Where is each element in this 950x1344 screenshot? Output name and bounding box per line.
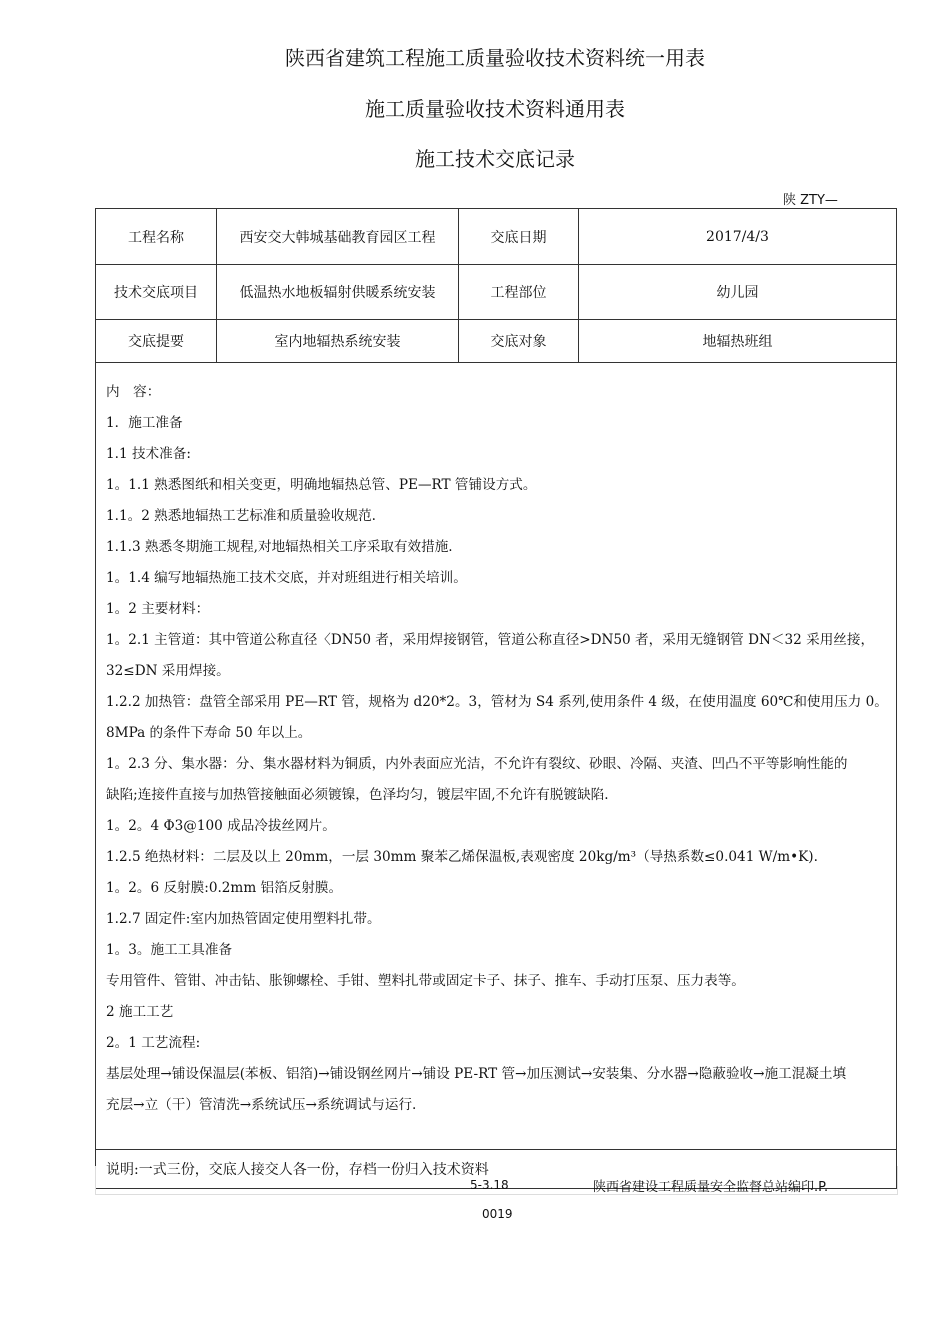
content-line: 1.2.5 绝热材料：二层及以上 20mm，一层 30mm 聚苯乙烯保温板,表观密度 20kg/m³（导热系数≤0.041 W/m•K).	[106, 849, 818, 865]
content-line: 1.1 技术准备:	[106, 446, 191, 462]
content-line: 充层→立（干）管清洗→系统试压→系统调试与运行.	[106, 1097, 417, 1113]
target-value: 地辐热班组	[579, 320, 897, 363]
content-line: 1.2.2 加热管：盘管全部采用 PE—RT 管，规格为 d20*2。3，管材为 S4 系列,使用条件 4 级，在使用温度 60℃和使用压力 0。	[106, 694, 888, 710]
note-cell: 说明:一式三份，交底人接交人各一份，存档一份归入技术资料	[96, 1150, 897, 1189]
item-label: 技术交底项目	[96, 265, 217, 320]
form-code: 陕 ZTY—	[783, 193, 838, 208]
table-row	[96, 320, 897, 363]
content-line: 1。1.4 编写地辐热施工技术交底，并对班组进行相关培训。	[106, 570, 467, 586]
table-row	[96, 209, 897, 265]
part-value: 幼儿园	[579, 265, 897, 320]
document-title: 陕西省建筑工程施工质量验收技术资料统一用表	[285, 46, 705, 70]
content-line: 1。3。施工工具准备	[106, 942, 233, 958]
content-line: 1.1.3 熟悉冬期施工规程,对地辐热相关工序采取有效措施.	[106, 539, 453, 555]
form-title: 施工技术交底记录	[415, 147, 575, 171]
page-number: 0019	[482, 1207, 513, 1221]
content-line: 1。2.1 主管道：其中管道公称直径〈DN50 者，采用焊接钢管，管道公称直径>DN50 者，采用无缝钢管 DN＜32 采用丝接，	[106, 632, 875, 648]
content-line: 1。1.1 熟悉图纸和相关变更，明确地辐热总管、PE—RT 管铺设方式。	[106, 477, 537, 493]
content-line: 1．施工准备	[106, 415, 183, 431]
content-line: 1.2.7 固定件:室内加热管固定使用塑料扎带。	[106, 911, 381, 927]
record-table	[95, 208, 897, 1189]
summary-value: 室内地辐热系统安装	[217, 320, 459, 363]
content-line: 8MPa 的条件下寿命 50 年以上。	[106, 725, 312, 741]
content-line: 内 容：	[106, 384, 161, 400]
footer-publisher: 陕西省建设工程质量安全监督总站编印.P.	[593, 1180, 829, 1195]
table-row	[96, 363, 897, 1150]
content-line: 2 施工工艺	[106, 1004, 174, 1020]
part-label: 工程部位	[459, 265, 579, 320]
content-line: 1。2.3 分、集水器：分、集水器材料为铜质，内外表面应光洁，不允许有裂纹、砂眼、冷隔、夹渣、凹凸不平等影响性能的	[106, 756, 848, 772]
date-label: 交底日期	[459, 209, 579, 265]
table-row	[96, 265, 897, 320]
item-value: 低温热水地板辐射供暖系统安装	[217, 265, 459, 320]
content-line: 缺陷;连接件直接与加热管接触面必须镀镍，色泽均匀，镀层牢固,不允许有脱镀缺陷.	[106, 787, 609, 803]
document-subtitle: 施工质量验收技术资料通用表	[365, 97, 625, 121]
project-name-label: 工程名称	[96, 209, 217, 265]
content-cell	[96, 363, 897, 1150]
content-line: 2。1 工艺流程:	[106, 1035, 201, 1051]
content-line: 32≤DN 采用焊接。	[106, 663, 230, 679]
summary-label: 交底提要	[96, 320, 217, 363]
content-line: 1.1。2 熟悉地辐热工艺标准和质量验收规范.	[106, 508, 377, 524]
content-line: 专用管件、管钳、冲击钻、胀铆螺栓、手钳、塑料扎带或固定卡子、抹子、推车、手动打压泵、压力表等。	[106, 973, 745, 989]
content-line: 1。2。6 反射膜:0.2mm 铝箔反射膜。	[106, 880, 343, 896]
content-line: 1。2 主要材料：	[106, 601, 210, 617]
date-value: 2017/4/3	[579, 209, 897, 265]
target-label: 交底对象	[459, 320, 579, 363]
content-line: 1。2。4 Φ3@100 成品冷拔丝网片。	[106, 818, 336, 834]
content-line: 基层处理→铺设保温层(苯板、铝箔)→铺设钢丝网片→铺设 PE-RT 管→加压测试→安装集、分水器→隐蔽验收→施工混凝土填	[106, 1066, 847, 1082]
project-name-value: 西安交大韩城基础教育园区工程	[217, 209, 459, 265]
footer-code: 5-3.18	[470, 1178, 509, 1192]
